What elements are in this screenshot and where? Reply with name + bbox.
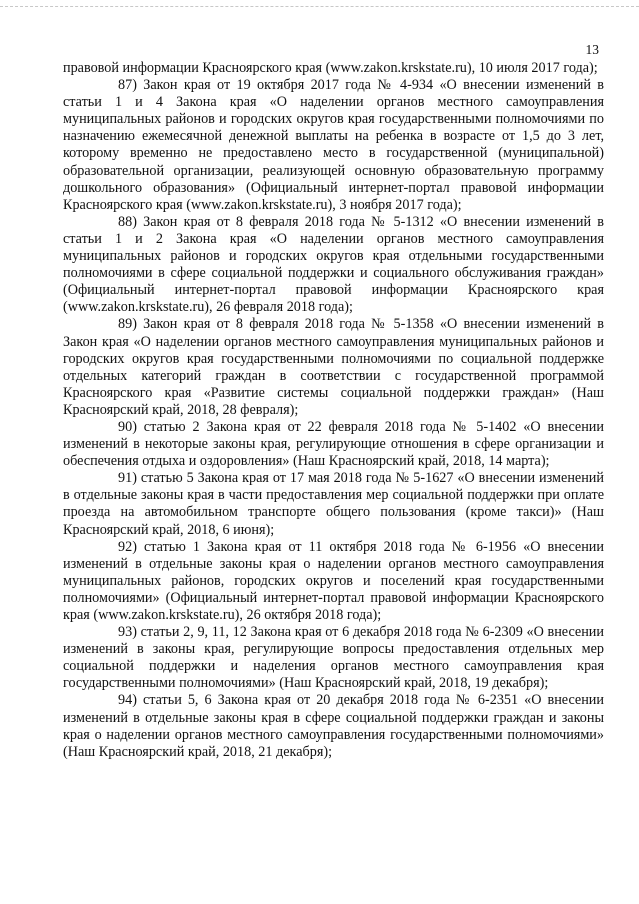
list-item-89: 89) Закон края от 8 февраля 2018 года № 5-1358 «О внесении изменений в Закон края «О наделении органов местного самоуправления муниципальных районов и городских округов края государственными полномочиями по социальной поддержке отдельных категорий граждан в соответствии с государственной программой Красноярского края «Развитие системы социальной поддержки граждан» (Наш Красноярский край, 2018, 28 февраля);	[63, 316, 604, 418]
list-item-88: 88) Закон края от 8 февраля 2018 года № 5-1312 «О внесении изменений в статьи 1 и 2 Закона края «О наделении органов местного самоуправления муниципальных районов и городских округов края отдельными государственными полномочиями в сфере социальной поддержки и социального обслуживания граждан» (Официальный интернет-портал правовой информации Красноярского края (www.zakon.krskstate.ru), 26 февраля 2018 года);	[63, 213, 604, 316]
page-number: 13	[585, 42, 599, 57]
list-item-90: 90) статью 2 Закона края от 22 февраля 2018 года № 5-1402 «О внесении изменений в некоторые законы края, регулирующие отношения в сфере организации и обеспечения отдыха и оздоровления» (Наш Красноярский край, 2018, 14 марта);	[63, 418, 604, 470]
continuation-paragraph: правовой информации Красноярского края (www.zakon.krskstate.ru), 10 июля 2017 года);	[63, 60, 598, 76]
scan-edge-divider	[0, 6, 639, 7]
list-item-93: 93) статьи 2, 9, 11, 12 Закона края от 6 декабря 2018 года № 6-2309 «О внесении изменений в законы края, регулирующие вопросы предоставления отдельных мер социальной поддержки и наделения органов местного самоуправления края государственными полномочиями» (Наш Красноярский край, 2018, 19 декабря);	[63, 624, 604, 692]
list-item-87: 87) Закон края от 19 октября 2017 года № 4-934 «О внесении изменений в статьи 1 и 4 Закона края «О наделении органов местного самоуправления муниципальных районов и городских округов края государственными полномочиями по назначению ежемесячной денежной выплаты на ребенка в возрасте от 1,5 до 3 лет, которому временно не предоставлено место в государственной (муниципальной) образовательной организации, реализующей основную образовательную программу дошкольного образования» (Официальный интернет-портал правовой информации Красноярского края (www.zakon.krskstate.ru), 3 ноября 2017 года);	[63, 77, 604, 213]
list-item-91: 91) статью 5 Закона края от 17 мая 2018 года № 5-1627 «О внесении изменений в отдельные законы края в части предоставления мер социальной поддержки при оплате проезда на автомобильном транспорте общего пользования (кроме такси)» (Наш Красноярский край, 2018, 6 июня);	[63, 470, 604, 538]
list-item-92: 92) статью 1 Закона края от 11 октября 2018 года № 6-1956 «О внесении изменений в отдельные законы края о наделении органов местного самоуправления муниципальных районов, городских округов и поселений края государственными полномочиями» (Официальный интернет-портал правовой информации Красноярского края (www.zakon.krskstate.ru), 26 октября 2018 года);	[63, 538, 604, 623]
list-item-94: 94) статьи 5, 6 Закона края от 20 декабря 2018 года № 6-2351 «О внесении изменений в отдельные законы края в сфере социальной поддержки граждан и законы края о наделении органов местного самоуправления государственными полномочиями» (Наш Красноярский край, 2018, 21 декабря);	[63, 692, 604, 760]
document-body	[63, 60, 604, 761]
